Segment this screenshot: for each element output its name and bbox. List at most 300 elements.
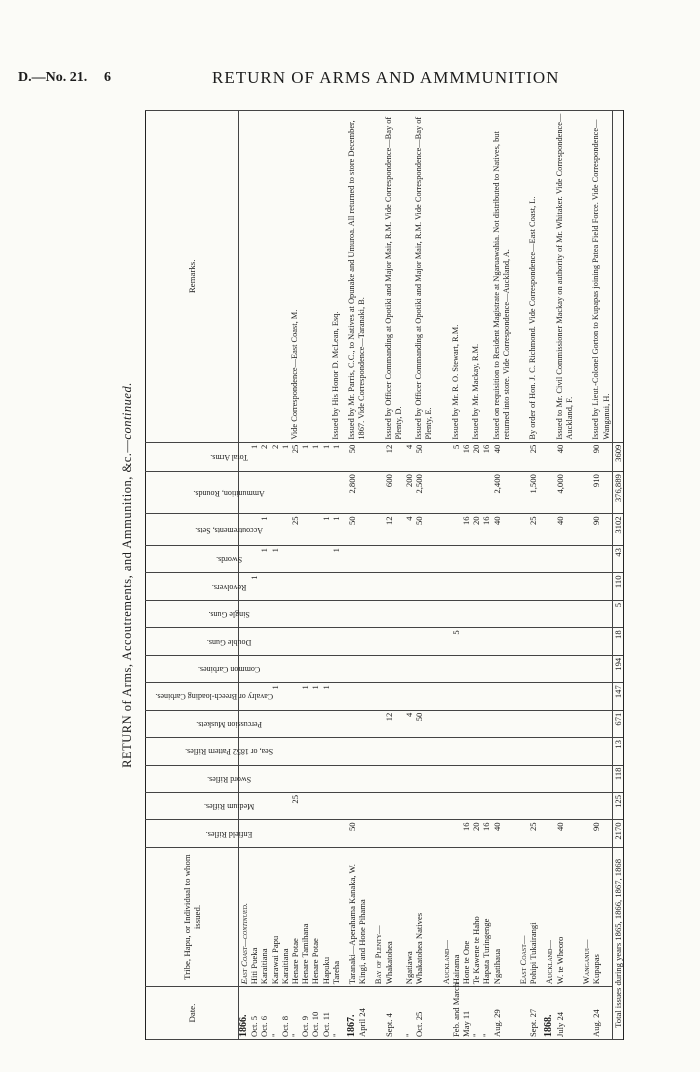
row-value <box>280 600 290 627</box>
row-value: 2,400 <box>492 472 512 514</box>
row-value: 25 <box>290 442 300 472</box>
col-enfield: Enfield Rifles. <box>205 829 253 839</box>
row-value <box>471 655 481 682</box>
row-remarks <box>518 111 528 443</box>
row-value <box>441 820 451 847</box>
row-value <box>300 793 310 820</box>
row-value <box>518 765 528 792</box>
row-value: 25 <box>528 514 538 546</box>
row-value <box>451 573 461 600</box>
row-date: " <box>330 1033 341 1037</box>
row-value <box>290 600 300 627</box>
row-value <box>544 514 554 546</box>
row-value <box>290 765 300 792</box>
row-value: 1 <box>259 514 269 546</box>
row-value <box>331 710 341 737</box>
row-value: 16 <box>461 442 471 472</box>
row-value <box>414 683 434 710</box>
row-value: 2 <box>270 442 280 472</box>
row-remarks: Issued by Officer Commanding at Opotiki and Major Mair, R.M. Vide Correspondence—Bay of Plenty, D. <box>384 111 404 443</box>
row-remarks <box>373 111 383 443</box>
row-tribe: Te Kawene te Haho <box>471 916 482 985</box>
row-remarks <box>249 111 259 443</box>
row-value <box>451 683 461 710</box>
total-value: 110 <box>612 573 623 600</box>
row-value: 1 <box>249 573 259 600</box>
row-value <box>581 628 591 655</box>
row-value <box>404 573 414 600</box>
row-value <box>321 573 331 600</box>
row-date: Feb. and March <box>450 982 461 1037</box>
row-value <box>518 628 528 655</box>
header-row <box>146 111 239 1040</box>
row-value <box>321 600 331 627</box>
row-value <box>373 442 383 472</box>
row-value: 1 <box>249 442 259 472</box>
row-value <box>451 738 461 765</box>
row-value <box>373 573 383 600</box>
document-number: D.—No. 21. <box>18 70 88 85</box>
row-value <box>518 442 528 472</box>
row-remarks <box>270 111 280 443</box>
row-value: 1 <box>280 442 290 472</box>
table-row <box>239 111 250 1040</box>
row-value: 16 <box>461 820 471 847</box>
table-row <box>347 111 367 1040</box>
row-value <box>331 793 341 820</box>
row-value <box>461 472 471 514</box>
row-value: 1 <box>321 514 331 546</box>
row-value <box>528 765 538 792</box>
row-value <box>451 765 461 792</box>
table-row <box>249 111 259 1040</box>
row-value <box>347 793 367 820</box>
row-value <box>591 793 612 820</box>
row-tribe: Henare Potae <box>290 938 301 985</box>
row-value <box>461 655 471 682</box>
row-value <box>441 683 451 710</box>
row-date: Sept. 4 <box>383 1013 394 1037</box>
col-revolvers: Revolvers. <box>211 582 247 592</box>
row-value <box>581 514 591 546</box>
row-value <box>555 738 575 765</box>
row-value: 600 <box>384 472 404 514</box>
total-value: 671 <box>612 710 623 737</box>
table-row <box>300 111 310 1040</box>
table-row <box>441 111 451 1040</box>
row-value <box>310 573 320 600</box>
row-value <box>591 600 612 627</box>
row-tribe: Karawai Papu <box>269 935 280 985</box>
row-value <box>591 738 612 765</box>
row-tribe: Tareha <box>330 960 341 985</box>
row-value <box>373 600 383 627</box>
table-row <box>481 111 491 1040</box>
table-body <box>239 111 624 1040</box>
row-value <box>321 793 331 820</box>
row-value: 1 <box>300 683 310 710</box>
row-value <box>492 655 512 682</box>
row-value <box>331 573 341 600</box>
row-value: 4 <box>404 514 414 546</box>
row-value <box>280 546 290 573</box>
row-value <box>310 655 320 682</box>
row-remarks <box>581 111 591 443</box>
row-value: 1 <box>300 442 310 472</box>
row-remarks <box>441 111 451 443</box>
row-value <box>310 472 320 514</box>
row-value <box>544 710 554 737</box>
row-value <box>414 546 434 573</box>
row-value <box>471 683 481 710</box>
row-value <box>555 683 575 710</box>
row-value <box>471 546 481 573</box>
row-value: 910 <box>591 472 612 514</box>
row-date: Oct. 8 <box>279 1015 290 1037</box>
row-value <box>481 628 491 655</box>
row-value <box>347 710 367 737</box>
row-remarks <box>310 111 320 443</box>
row-value <box>331 655 341 682</box>
row-value <box>300 472 310 514</box>
row-value <box>347 573 367 600</box>
row-value <box>414 820 434 847</box>
row-tribe: Karaitiana <box>279 948 290 985</box>
row-value <box>544 546 554 573</box>
table-row <box>518 111 528 1040</box>
col-common: Common Carbines. <box>197 665 261 675</box>
row-value <box>481 793 491 820</box>
row-value <box>492 710 512 737</box>
row-date: Oct. 9 <box>300 1015 311 1037</box>
row-value: 5 <box>451 442 461 472</box>
row-tribe: Hapata Turingenge <box>481 918 492 985</box>
row-remarks <box>280 111 290 443</box>
row-value <box>310 600 320 627</box>
row-date: May 11 <box>461 1010 472 1037</box>
row-value <box>492 765 512 792</box>
row-value <box>404 738 414 765</box>
row-value <box>280 514 290 546</box>
row-value <box>518 655 528 682</box>
row-value <box>321 628 331 655</box>
row-tribe: Auckland— <box>544 940 555 985</box>
totals-row <box>612 111 623 1040</box>
row-value <box>581 683 591 710</box>
row-value <box>310 793 320 820</box>
row-value <box>544 655 554 682</box>
row-remarks <box>544 111 554 443</box>
row-value <box>300 628 310 655</box>
row-remarks <box>404 111 414 443</box>
row-value: 4,000 <box>555 472 575 514</box>
row-value: 25 <box>290 793 300 820</box>
row-date: " <box>471 1033 482 1037</box>
row-value <box>441 628 451 655</box>
row-remarks: Issued to Mr. Civil Commissioner Mackay on authority of Mr. Whitaker. Vide Correspondence—Auckland, F. <box>555 111 575 443</box>
arms-return-table <box>145 110 624 1040</box>
row-value <box>461 738 471 765</box>
table-row <box>290 111 300 1040</box>
row-value <box>310 710 320 737</box>
row-value <box>481 546 491 573</box>
row-value <box>461 600 471 627</box>
row-value <box>518 683 528 710</box>
row-value <box>310 546 320 573</box>
row-value: 1,500 <box>528 472 538 514</box>
row-value: 1 <box>331 442 341 472</box>
row-value <box>518 738 528 765</box>
row-value <box>290 546 300 573</box>
row-value <box>384 793 404 820</box>
row-value: 2 <box>259 442 269 472</box>
row-value <box>471 738 481 765</box>
row-value <box>373 628 383 655</box>
row-value <box>492 628 512 655</box>
row-value <box>310 628 320 655</box>
col-percussion: Percussion Muskets. <box>196 720 262 730</box>
row-value <box>414 793 434 820</box>
total-value: 376,889 <box>612 472 623 514</box>
row-value <box>461 710 471 737</box>
row-value: 4 <box>404 710 414 737</box>
row-value <box>280 655 290 682</box>
total-value: 3102 <box>612 514 623 546</box>
row-date: Oct. 5 <box>249 1015 260 1037</box>
row-value <box>310 738 320 765</box>
row-value <box>290 655 300 682</box>
row-value <box>544 793 554 820</box>
row-value <box>481 655 491 682</box>
row-value <box>347 765 367 792</box>
row-remarks: Issued by Lieut.-Colonel Gorton to Kupapas joining Patea Field Force. Vide Correspondence—Wanganui, H. <box>591 111 612 443</box>
row-value: 50 <box>414 710 434 737</box>
row-tribe: Henare Tamihana <box>300 923 311 985</box>
row-value <box>404 655 414 682</box>
row-value <box>544 573 554 600</box>
row-value <box>404 820 414 847</box>
table-row <box>321 111 331 1040</box>
row-remarks: Issued by Mr. Mackay, R.M. <box>471 111 481 443</box>
row-value <box>321 655 331 682</box>
row-value <box>331 820 341 847</box>
row-value <box>492 793 512 820</box>
table-row <box>259 111 269 1040</box>
row-value <box>280 738 290 765</box>
row-value: 1 <box>310 683 320 710</box>
row-tribe: Kupapas <box>591 954 602 985</box>
row-value <box>492 600 512 627</box>
rotated-return-table <box>115 110 675 1040</box>
page-title: RETURN OF ARMS AND AMMMUNITION <box>212 68 560 87</box>
row-value: 40 <box>492 820 512 847</box>
row-value <box>441 472 451 514</box>
row-value: 40 <box>492 514 512 546</box>
row-value <box>384 738 404 765</box>
row-date: Oct. 10 <box>310 1011 321 1037</box>
row-tribe: Hapuku <box>320 957 331 985</box>
total-value: 5 <box>612 600 623 627</box>
row-value: 1 <box>270 546 280 573</box>
row-value: 2,800 <box>347 472 367 514</box>
row-value <box>331 628 341 655</box>
row-remarks <box>321 111 331 443</box>
row-value <box>451 472 461 514</box>
row-value <box>518 546 528 573</box>
page-header <box>0 0 700 100</box>
row-value <box>441 655 451 682</box>
col-tribe: Tribe, Hapu, or Individual to whom issued. <box>146 847 239 986</box>
row-value <box>518 573 528 600</box>
year-label: 1868. <box>543 1014 555 1037</box>
row-value: 40 <box>555 514 575 546</box>
row-value <box>384 655 404 682</box>
row-value <box>555 655 575 682</box>
row-date: July 24 <box>554 1011 565 1037</box>
row-value <box>310 765 320 792</box>
table-row <box>591 111 612 1040</box>
row-value: 12 <box>384 514 404 546</box>
row-value <box>528 683 538 710</box>
total-value: 125 <box>612 793 623 820</box>
row-value <box>290 820 300 847</box>
row-tribe: Karaitiana <box>259 948 270 985</box>
row-tribe: Bay of Plenty— <box>373 925 384 985</box>
row-value: 12 <box>384 442 404 472</box>
row-value <box>300 546 310 573</box>
row-value <box>321 472 331 514</box>
table-row <box>270 111 280 1040</box>
row-value <box>310 514 320 546</box>
row-value <box>481 710 491 737</box>
row-value <box>461 793 471 820</box>
row-value <box>481 472 491 514</box>
row-remarks <box>481 111 491 443</box>
row-value <box>414 738 434 765</box>
table-row <box>581 111 591 1040</box>
table-row <box>528 111 538 1040</box>
row-remarks <box>300 111 310 443</box>
row-value <box>441 514 451 546</box>
table-row <box>471 111 481 1040</box>
row-value <box>280 573 290 600</box>
row-value <box>441 793 451 820</box>
row-value: 25 <box>290 514 300 546</box>
row-value <box>347 628 367 655</box>
row-value <box>591 546 612 573</box>
row-value: 50 <box>347 820 367 847</box>
row-value <box>451 820 461 847</box>
total-value: 43 <box>612 546 623 573</box>
row-date: Aug. 24 <box>591 1009 602 1037</box>
row-value <box>518 600 528 627</box>
row-value <box>300 655 310 682</box>
row-value <box>373 683 383 710</box>
col-remarks: Remarks. <box>146 111 239 443</box>
table-row <box>414 111 434 1040</box>
row-remarks <box>259 111 269 443</box>
row-value: 40 <box>555 820 575 847</box>
row-value: 40 <box>555 442 575 472</box>
row-value <box>544 738 554 765</box>
row-value: 1 <box>259 546 269 573</box>
row-value <box>544 442 554 472</box>
row-value <box>461 546 471 573</box>
row-value: 1 <box>270 683 280 710</box>
row-value <box>321 820 331 847</box>
row-value <box>384 765 404 792</box>
row-value <box>290 710 300 737</box>
page-number: 6 <box>104 70 111 85</box>
row-value <box>280 710 290 737</box>
row-value <box>280 683 290 710</box>
row-value: 90 <box>591 820 612 847</box>
col-ammunition: Ammunition, Rounds. <box>193 488 265 498</box>
row-remarks: Issued on requisition to Resident Magistrate at Ngaruawahia. Not distributed to Natives, but returned into store. Vide Correspondence—Auckland, A. <box>492 111 512 443</box>
row-tribe: Hairama <box>450 954 461 985</box>
row-tribe: Pohipi Tukairangi <box>528 922 539 985</box>
row-value <box>441 600 451 627</box>
row-date: " <box>269 1033 280 1037</box>
row-value <box>581 573 591 600</box>
row-value <box>492 573 512 600</box>
row-value <box>581 546 591 573</box>
row-value <box>404 600 414 627</box>
row-value <box>300 514 310 546</box>
row-tribe: Whakatohea <box>383 941 394 985</box>
row-value: 200 <box>404 472 414 514</box>
row-value <box>404 765 414 792</box>
row-value <box>451 514 461 546</box>
row-tribe: East Coast— <box>518 935 529 985</box>
row-value <box>544 600 554 627</box>
row-value <box>384 628 404 655</box>
row-value <box>581 442 591 472</box>
row-value <box>518 514 528 546</box>
row-value <box>581 655 591 682</box>
row-value <box>555 600 575 627</box>
row-value <box>384 820 404 847</box>
row-value <box>481 573 491 600</box>
row-tribe: Hiti Pueka <box>249 947 260 985</box>
row-value <box>518 472 528 514</box>
row-value <box>492 683 512 710</box>
row-value <box>280 628 290 655</box>
row-value <box>461 765 471 792</box>
row-value <box>331 765 341 792</box>
row-value <box>404 683 414 710</box>
row-value: 16 <box>461 514 471 546</box>
row-value <box>518 793 528 820</box>
row-value <box>528 573 538 600</box>
row-value <box>481 600 491 627</box>
totals-label: Total issues during years 1865, 1866, 1867, 1868 <box>612 847 623 1039</box>
row-value <box>528 710 538 737</box>
row-value <box>528 655 538 682</box>
row-value <box>414 573 434 600</box>
row-remarks <box>461 111 471 443</box>
row-value <box>404 793 414 820</box>
row-value <box>555 793 575 820</box>
row-value <box>384 683 404 710</box>
row-tribe: Hone te One <box>461 940 472 985</box>
row-date: April 24 <box>357 1008 368 1037</box>
row-value <box>528 738 538 765</box>
row-value <box>591 683 612 710</box>
row-value: 50 <box>414 514 434 546</box>
total-value: 118 <box>612 765 623 792</box>
row-value <box>591 573 612 600</box>
